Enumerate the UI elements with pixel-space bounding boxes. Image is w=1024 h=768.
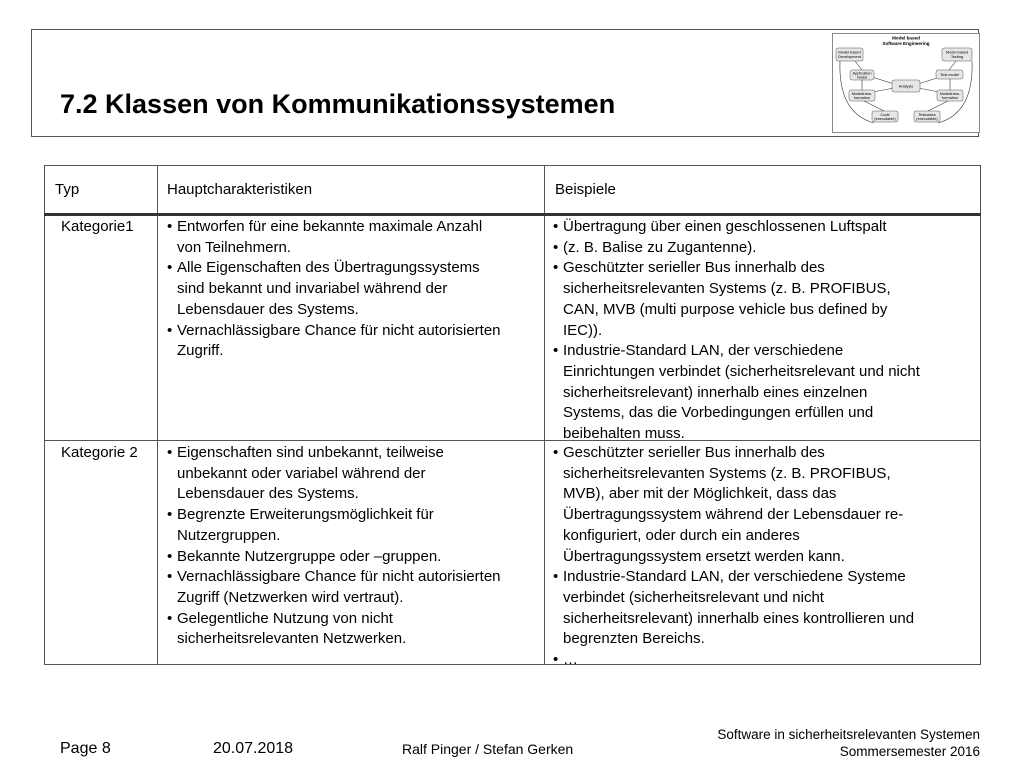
diagram-node-mb-development xyxy=(836,48,863,61)
bullet-text-line: Vernachlässigbare Chance für nicht autorisierten xyxy=(177,321,501,339)
diagram-title-line1: Model based xyxy=(892,35,920,41)
bullet-text-line: Lebensdauer des Systems. xyxy=(177,300,359,318)
bullet-text-line: IEC)). xyxy=(563,321,603,339)
bullet-dot-icon: • xyxy=(553,218,559,235)
bullet-text-line: Systems, das die Vorbedingungen erfüllen und xyxy=(563,404,874,422)
slide-title: 7.2 Klassen von Kommunikationssystemen xyxy=(60,89,616,119)
model-based-software-engineering-diagram xyxy=(832,33,980,133)
diagram-node-label: Analysis xyxy=(898,83,914,89)
diagram-node-label: (executable) xyxy=(916,116,938,121)
bullet-text-line: unbekannt oder variabel während der xyxy=(177,464,426,482)
bullet-dot-icon: • xyxy=(553,568,559,586)
bullet-dot-icon: • xyxy=(167,259,173,277)
bullet-dot-icon: • xyxy=(167,321,173,339)
bullet-dot-icon: • xyxy=(553,651,559,669)
diagram-node-application-model xyxy=(850,70,874,80)
diagram-node-label: Model based xyxy=(838,49,861,55)
bullet-item xyxy=(553,341,979,445)
bullet-text-line: sicherheitsrelevant) innerhalb eines einzelnen xyxy=(563,383,868,401)
diagram-node-label: Code xyxy=(880,111,890,117)
diagram-node-modeltransformation-right xyxy=(937,90,963,101)
bullet-text-line: Bekannte Nutzergruppe oder –gruppen. xyxy=(177,547,442,565)
bullet-text-line: Alle Eigenschaften des Übertragungssystems xyxy=(177,259,480,277)
bullet-text-line: Begrenzte Erweiterungsmöglichkeit für xyxy=(177,506,434,524)
bullet-text-line: konfiguriert, oder durch ein anderes xyxy=(563,526,800,544)
footer-page-number: Page 8 xyxy=(60,740,111,757)
footer-course-title: Software in sicherheitsrelevanten Systemen xyxy=(717,727,980,742)
diagram-node-label: formation xyxy=(941,95,959,100)
examples-cell-row2 xyxy=(553,443,979,671)
bullet-item xyxy=(167,321,547,362)
bullet-text-line: beibehalten muss. xyxy=(563,425,685,443)
header-divider xyxy=(44,213,981,216)
bullet-text-line: Industrie-Standard LAN, der verschiedene Systeme xyxy=(563,568,906,586)
bullet-text-line: Einrichtungen verbindet (sicherheitsrelevant und nicht xyxy=(563,362,920,380)
bullet-text-line: Geschützter serieller Bus innerhalb des xyxy=(563,259,825,277)
diagram-title-line2: Software Engineering xyxy=(882,41,930,46)
diagram-node-modeltransformation-left xyxy=(849,90,875,101)
bullet-text-line: Übertragungssystem ersetzt werden kann. xyxy=(563,547,845,565)
footer-course-info xyxy=(717,726,980,760)
bullet-dot-icon: • xyxy=(553,259,559,277)
diagram-node-testcases xyxy=(914,111,940,122)
bullet-text-line: Lebensdauer des Systems. xyxy=(177,485,359,503)
bullet-item xyxy=(167,567,547,608)
bullet-text-line: Industrie-Standard LAN, der verschiedene xyxy=(563,342,844,360)
category-cell-row1: Kategorie1 xyxy=(61,218,134,235)
bullet-item xyxy=(167,609,547,650)
bullet-item xyxy=(167,505,547,546)
column-header-hauptcharakteristiken: Hauptcharakteristiken xyxy=(167,181,313,198)
column-divider xyxy=(157,165,158,665)
diagram-node-label: model xyxy=(856,74,868,80)
diagram-node-label: Modeltrans- xyxy=(939,90,961,96)
bullet-text-line: Übertragungssystem während der Lebensdauer re- xyxy=(563,506,904,524)
diagram-node-label: Testcases xyxy=(918,111,936,117)
bullet-text-line: begrenzten Bereichs. xyxy=(563,630,705,648)
examples-cell-row1 xyxy=(553,217,979,445)
diagram-node-label: Application xyxy=(852,70,872,76)
category-cell-row2: Kategorie 2 xyxy=(61,444,138,461)
bullet-text-line: sicherheitsrelevanten Systems (z. B. PROFIBUS, xyxy=(563,280,891,298)
bullet-text-line: Zugriff (Netzwerken wird vertraut). xyxy=(177,588,404,606)
bullet-text-line: sind bekannt und invariabel während der xyxy=(177,280,448,298)
bullet-text-line: CAN, MVB (multi purpose vehicle bus defined by xyxy=(563,300,888,318)
diagram-node-code xyxy=(872,111,898,122)
characteristics-cell-row1 xyxy=(167,217,547,362)
bullet-text-line: (z. B. Balise zu Zugantenne). xyxy=(563,238,757,256)
bullet-item xyxy=(553,650,979,671)
bullet-text-line: Übertragung über einen geschlossenen Luftspalt xyxy=(563,218,887,235)
bullet-text-line: Entworfen für eine bekannte maximale Anzahl xyxy=(177,218,483,235)
diagram-node-label: (executable) xyxy=(874,116,896,121)
bullet-item xyxy=(167,258,547,320)
diagram-node-analysis xyxy=(892,80,920,92)
bullet-text-line: … xyxy=(563,651,578,669)
bullet-dot-icon: • xyxy=(553,342,559,360)
footer-authors: Ralf Pinger / Stefan Gerken xyxy=(402,741,574,757)
bullet-text-line: verbindet (sicherheitsrelevant und nicht xyxy=(563,588,824,606)
bullet-dot-icon: • xyxy=(167,506,173,524)
column-header-typ: Typ xyxy=(55,181,80,198)
bullet-text-line: Eigenschaften sind unbekannt, teilweise xyxy=(177,444,444,461)
bullet-item xyxy=(553,258,979,341)
diagram-node-label: Model based xyxy=(945,49,969,55)
bullet-text-line: Gelegentliche Nutzung von nicht xyxy=(177,609,393,627)
diagram-node-test-model xyxy=(936,70,963,79)
column-header-beispiele: Beispiele xyxy=(555,181,616,198)
diagram-node-label: Modeltrans- xyxy=(851,90,873,96)
bullet-dot-icon: • xyxy=(167,568,173,586)
bullet-item xyxy=(553,217,979,238)
bullet-list xyxy=(167,443,547,650)
bullet-item xyxy=(167,443,547,505)
bullet-dot-icon: • xyxy=(167,218,173,235)
characteristics-cell-row2 xyxy=(167,443,547,650)
bullet-dot-icon: • xyxy=(167,609,173,627)
diagram-node-label: Testing xyxy=(950,54,964,59)
diagram-node-label: formation xyxy=(853,95,871,100)
bullet-item xyxy=(553,443,979,567)
diagram-node-label: Development xyxy=(838,54,861,59)
bullet-item xyxy=(553,238,979,259)
bullet-text-line: Geschützter serieller Bus innerhalb des xyxy=(563,444,825,461)
bullet-text-line: Vernachlässigbare Chance für nicht autorisierten xyxy=(177,568,501,586)
bullet-text-line: sicherheitsrelevanten Netzwerken. xyxy=(177,630,407,648)
bullet-text-line: von Teilnehmern. xyxy=(177,238,291,256)
bullet-text-line: Nutzergruppen. xyxy=(177,526,281,544)
bullet-list xyxy=(553,443,979,671)
bullet-text-line: sicherheitsrelevant) innerhalb eines kontrollieren und xyxy=(563,609,915,627)
bullet-item xyxy=(167,547,547,568)
bullet-item xyxy=(167,217,547,258)
bullet-dot-icon: • xyxy=(167,547,173,565)
bullet-text-line: Zugriff. xyxy=(177,342,224,360)
bullet-dot-icon: • xyxy=(553,238,559,256)
bullet-dot-icon: • xyxy=(553,444,559,461)
bullet-list xyxy=(553,217,979,445)
diagram-node-label: Test model xyxy=(940,72,959,77)
bullet-text-line: sicherheitsrelevanten Systems (z. B. PROFIBUS, xyxy=(563,464,891,482)
bullet-item xyxy=(553,567,979,650)
footer-semester: Sommersemester 2016 xyxy=(839,744,980,759)
bullet-dot-icon: • xyxy=(167,444,173,461)
diagram-node-mb-testing xyxy=(942,48,972,61)
bullet-text-line: MVB), aber mit der Möglichkeit, dass das xyxy=(563,485,837,503)
bullet-list xyxy=(167,217,547,362)
footer-date: 20.07.2018 xyxy=(213,740,294,757)
